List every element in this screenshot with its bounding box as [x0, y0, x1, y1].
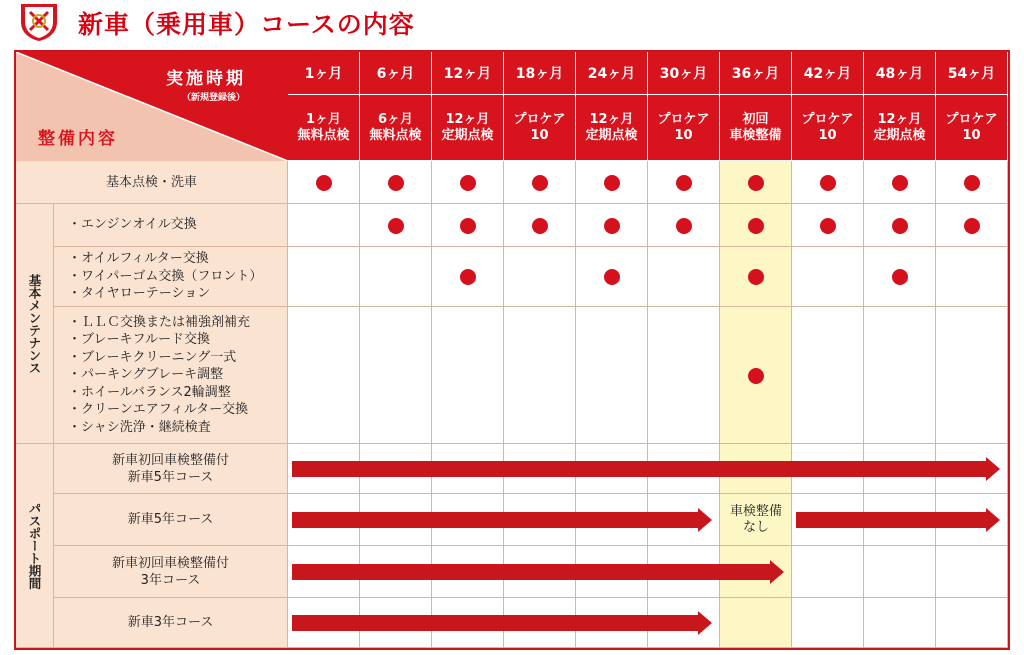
service-mark-dot [388, 175, 404, 191]
coverage-arrow-body [292, 512, 698, 528]
month-header: 48ヶ月 [864, 52, 936, 95]
maintenance-item: ・クリーンエアフィルター交換 [68, 402, 249, 418]
grid-cell [720, 598, 792, 648]
service-mark-dot [748, 175, 764, 191]
maintenance-item: ・タイヤローテーション [68, 286, 211, 302]
grid-cell [288, 247, 360, 307]
maintenance-item-list [54, 247, 288, 307]
service-mark-dot [820, 218, 836, 234]
grid-cell [936, 247, 1008, 307]
service-mark-dot [532, 175, 548, 191]
month-header: 36ヶ月 [720, 52, 792, 95]
grid-cell [576, 307, 648, 444]
service-mark-dot [964, 175, 980, 191]
month-header: 12ヶ月 [432, 52, 504, 95]
service-mark-dot [460, 218, 476, 234]
maintenance-item-list [54, 204, 288, 247]
maintenance-item: ・ブレーキフルード交換 [68, 332, 210, 348]
service-mark-dot [748, 368, 764, 384]
service-mark-dot [892, 269, 908, 285]
title-bar [0, 0, 1024, 46]
maintenance-item: ・シャシ洗浄・継続検査 [68, 419, 211, 435]
header-content-label: 整備内容 [38, 129, 118, 149]
passport-course-label: 新車初回車検整備付 新車5年コース [54, 444, 288, 494]
header-schedule-label: 実施時期 [166, 69, 246, 89]
service-mark-dot [460, 175, 476, 191]
service-type-header: 12ヶ月 定期点検 [432, 95, 504, 161]
grid-cell [792, 247, 864, 307]
service-mark-dot [604, 218, 620, 234]
service-mark-dot [748, 269, 764, 285]
passport-course-label: 新車5年コース [54, 494, 288, 546]
passport-course-label: 新車初回車検整備付 3年コース [54, 546, 288, 598]
service-type-header: 1ヶ月 無料点検 [288, 95, 360, 161]
basic-row-label: 基本点検・洗車 [16, 161, 288, 204]
maintenance-group-label: 基本メンテナンス [16, 204, 54, 444]
service-type-header: 6ヶ月 無料点検 [360, 95, 432, 161]
grid-cell [288, 204, 360, 247]
grid-cell [648, 307, 720, 444]
grid-cell [504, 307, 576, 444]
grid-cell [864, 598, 936, 648]
grid-cell [288, 307, 360, 444]
month-header: 6ヶ月 [360, 52, 432, 95]
grid-cell [432, 307, 504, 444]
maintenance-item: ・オイルフィルター交換 [68, 251, 209, 267]
service-mark-dot [964, 218, 980, 234]
coverage-arrow-body [796, 512, 986, 528]
service-type-header: 12ヶ月 定期点検 [576, 95, 648, 161]
coverage-arrow-body [292, 564, 770, 580]
service-type-header: プロケア 10 [936, 95, 1008, 161]
grid-cell [936, 546, 1008, 598]
maintenance-item: ・パーキングブレーキ調整 [68, 367, 224, 383]
grid-cell [648, 247, 720, 307]
service-mark-dot [676, 175, 692, 191]
header-corner [16, 52, 288, 161]
maintenance-item: ・ワイパーゴム交換（フロント） [68, 268, 263, 284]
header-schedule-sub: （新規登録後） [182, 93, 246, 103]
grid-cell [936, 598, 1008, 648]
maintenance-course-table [14, 50, 1010, 650]
month-header: 1ヶ月 [288, 52, 360, 95]
service-type-header: プロケア 10 [504, 95, 576, 161]
service-mark-dot [604, 175, 620, 191]
service-type-header: 12ヶ月 定期点検 [864, 95, 936, 161]
coverage-arrow-head [698, 611, 712, 635]
service-mark-dot [388, 218, 404, 234]
maintenance-item: ・ホイールバランス2輪調整 [68, 384, 231, 400]
service-type-header: 初回 車検整備 [720, 95, 792, 161]
coverage-arrow-head [986, 457, 1000, 481]
maintenance-item-list [54, 307, 288, 444]
service-mark-dot [676, 218, 692, 234]
passport-course-label: 新車3年コース [54, 598, 288, 648]
grid-cell [360, 307, 432, 444]
grid-cell [792, 307, 864, 444]
grid-cell [360, 247, 432, 307]
service-mark-dot [892, 175, 908, 191]
coverage-arrow-body [292, 461, 986, 477]
passport-group-label: パスポート期間 [16, 444, 54, 648]
grid-cell [864, 307, 936, 444]
service-type-header: プロケア 10 [792, 95, 864, 161]
grid-cell [792, 598, 864, 648]
service-mark-dot [748, 218, 764, 234]
maintenance-item: ・エンジンオイル交換 [68, 217, 197, 233]
month-header: 24ヶ月 [576, 52, 648, 95]
maintenance-item: ・ブレーキクリーニング一式 [68, 349, 237, 365]
maintenance-item: ・ＬＬＣ交換または補強剤補充 [68, 314, 251, 330]
crest-logo-icon [18, 2, 60, 42]
month-header: 54ヶ月 [936, 52, 1008, 95]
month-header: 42ヶ月 [792, 52, 864, 95]
grid-cell [792, 546, 864, 598]
month-header: 30ヶ月 [648, 52, 720, 95]
coverage-arrow-body [292, 615, 698, 631]
grid-cell [864, 546, 936, 598]
service-mark-dot [316, 175, 332, 191]
page-title: 新車（乗用車）コースの内容 [78, 10, 415, 39]
service-mark-dot [532, 218, 548, 234]
month-header: 18ヶ月 [504, 52, 576, 95]
no-inspection-note: 車検整備 なし [729, 504, 782, 535]
service-mark-dot [892, 218, 908, 234]
coverage-arrow-head [698, 508, 712, 532]
service-mark-dot [604, 269, 620, 285]
coverage-arrow-head [986, 508, 1000, 532]
coverage-arrow-head [770, 560, 784, 584]
grid-cell [936, 307, 1008, 444]
service-mark-dot [820, 175, 836, 191]
service-type-header: プロケア 10 [648, 95, 720, 161]
service-mark-dot [460, 269, 476, 285]
grid-cell [504, 247, 576, 307]
